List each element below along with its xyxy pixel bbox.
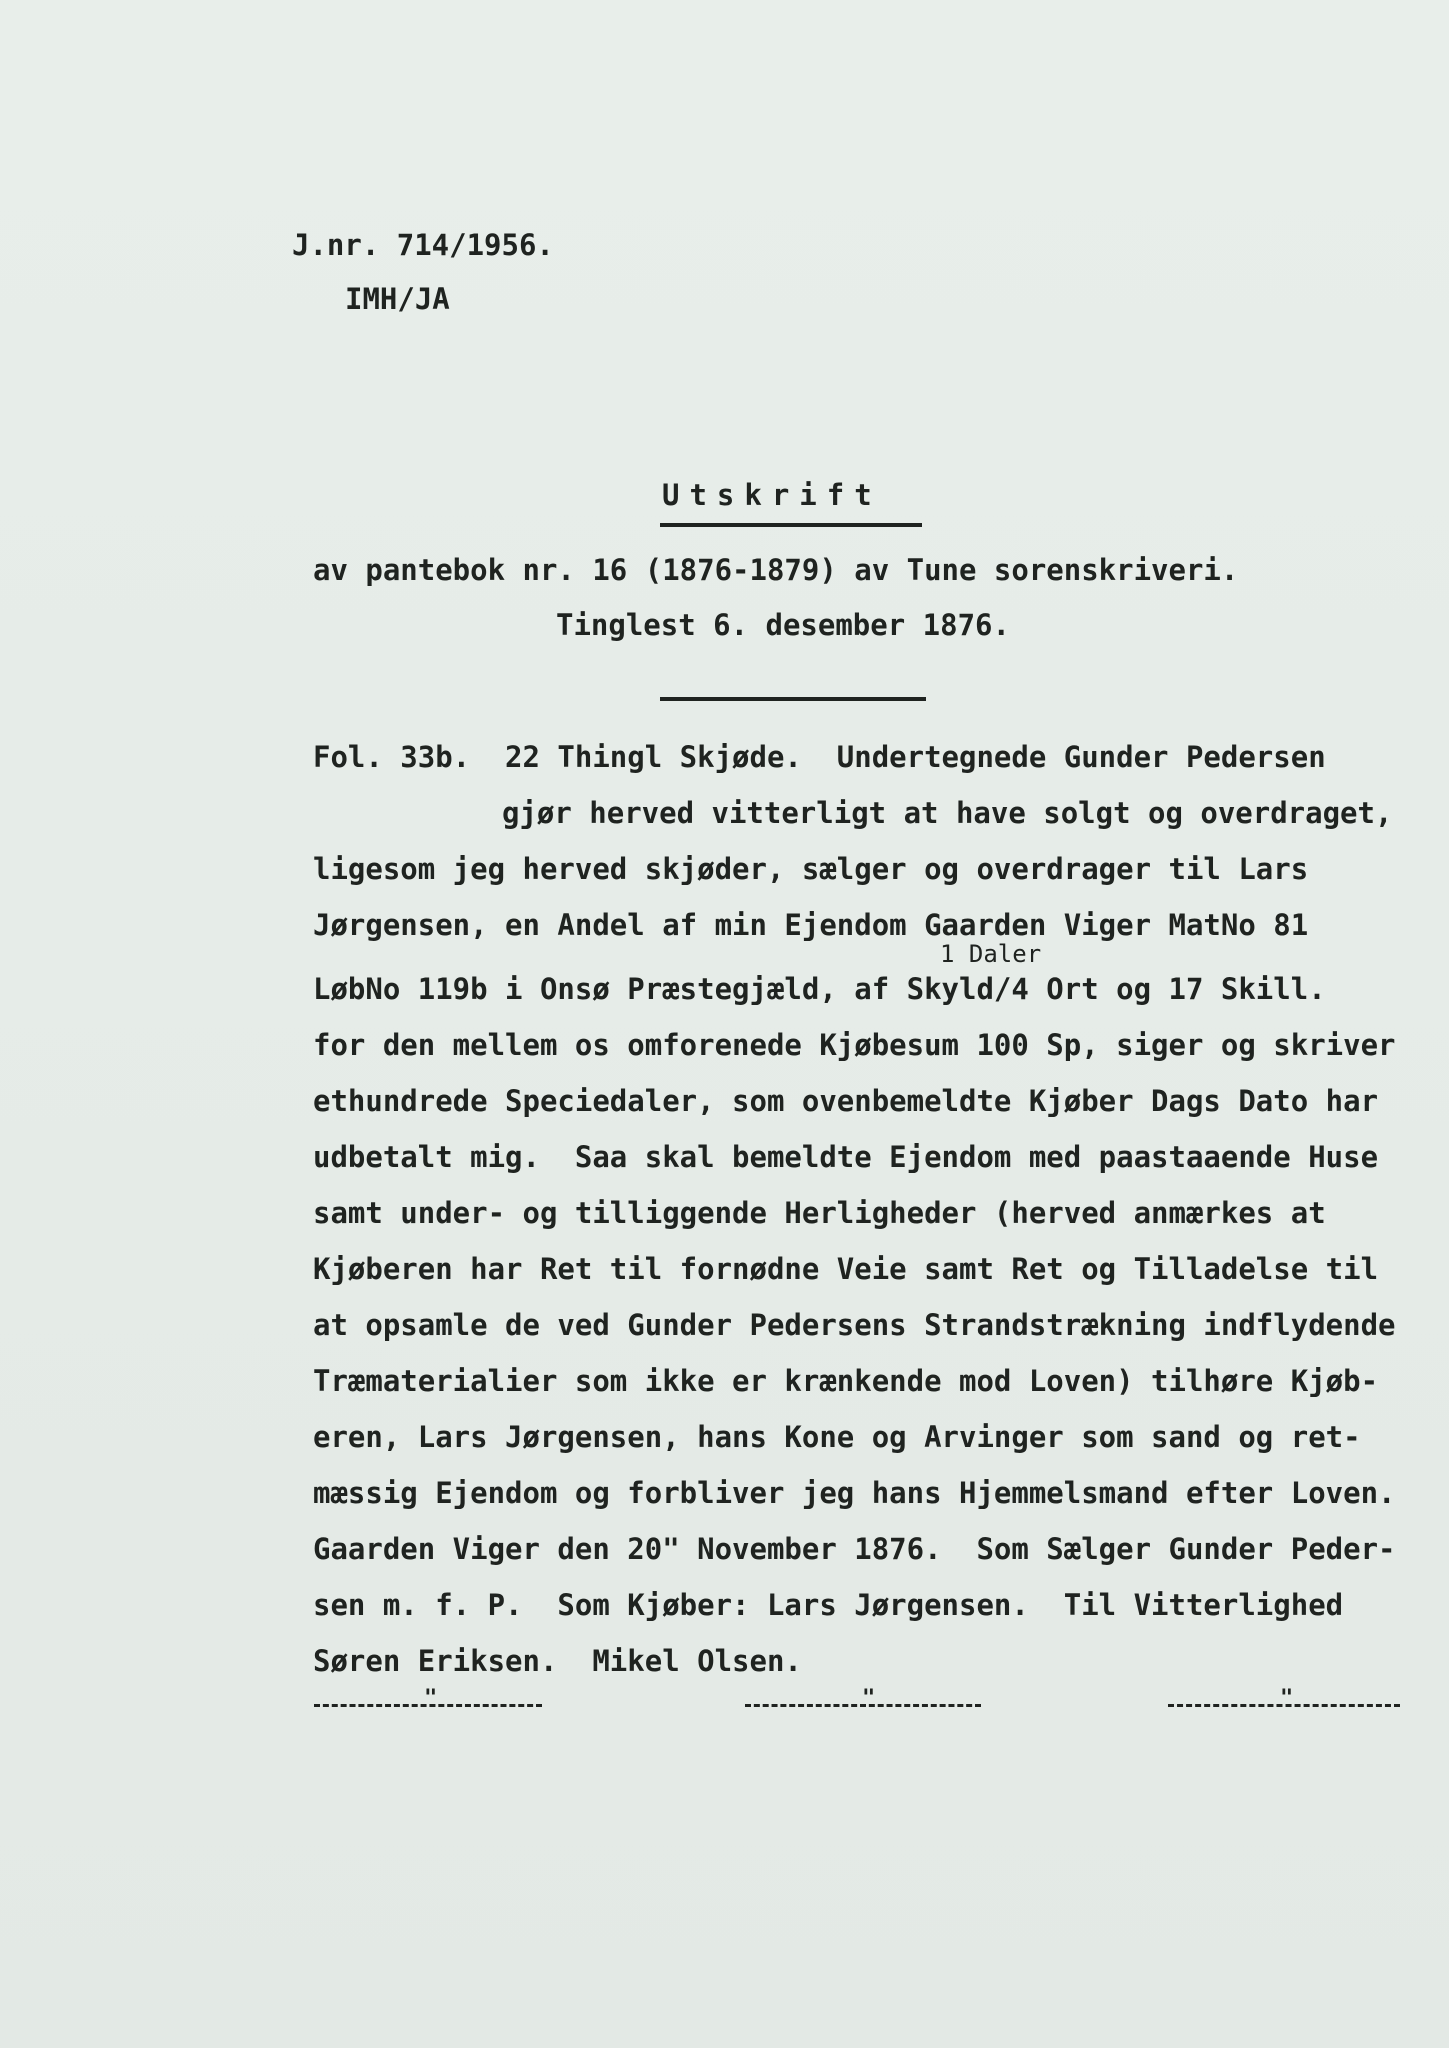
body-line: ligesom jeg herved skjøder, sælger og overdrager til Lars [313, 852, 1309, 886]
journal-number: J.nr. 714/1956. [292, 228, 554, 262]
body-line: gjør herved vitterligt at have solgt og overdraget, [502, 796, 1393, 830]
body-line: for den mellem os omforenede Kjøbesum 100 Sp, siger og skriver [313, 1028, 1396, 1062]
body-line: samt under- og tilliggende Herligheder (herved anmærkes at [313, 1196, 1326, 1230]
body-line: Jørgensen, en Andel af min Ejendom Gaarden Viger MatNo 81 [313, 908, 1309, 942]
body-line: ethundrede Speciedaler, som ovenbemeldte Kjøber Dags Dato har [313, 1084, 1379, 1118]
separator-rule [660, 697, 926, 701]
subtitle-line-2: Tinglest 6. desember 1876. [556, 608, 1010, 642]
ditto-mark-middle: " [862, 1686, 876, 1711]
document-title: Utskrift [662, 478, 882, 512]
title-underline [660, 523, 922, 527]
interlinear-note: 1 Daler [940, 940, 1042, 968]
body-line: mæssig Ejendom og forbliver jeg hans Hjemmelsmand efter Loven. [313, 1476, 1396, 1510]
ditto-mark-right: " [1280, 1686, 1294, 1711]
body-line: sen m. f. P. Som Kjøber: Lars Jørgensen. Til Vitterlighed [313, 1588, 1344, 1622]
ditto-mark-left: " [424, 1686, 438, 1711]
body-line: Træmaterialier som ikke er krænkende mod Loven) tilhøre Kjøb- [313, 1364, 1379, 1398]
body-first-line: Fol. 33b. 22 Thingl Skjøde. Undertegnede Gunder Pedersen [313, 740, 1326, 774]
body-line: eren, Lars Jørgensen, hans Kone og Arvinger som sand og ret- [313, 1420, 1361, 1454]
body-line: at opsamle de ved Gunder Pedersens Strandstrækning indflydende [313, 1308, 1396, 1342]
body-line: Søren Eriksen. Mikel Olsen. [313, 1644, 802, 1678]
body-line: Kjøberen har Ret til fornødne Veie samt Ret og Tilladelse til [313, 1252, 1379, 1286]
body-line: LøbNo 119b i Onsø Præstegjæld, af Skyld/4 Ort og 17 Skill. [313, 972, 1326, 1006]
body-line: Gaarden Viger den 20" November 1876. Som Sælger Gunder Peder- [313, 1532, 1396, 1566]
initials: IMH/JA [345, 282, 450, 316]
subtitle-line-1: av pantebok nr. 16 (1876-1879) av Tune sorenskriveri. [313, 553, 1239, 587]
body-line: udbetalt mig. Saa skal bemeldte Ejendom med paastaaende Huse [313, 1140, 1379, 1174]
